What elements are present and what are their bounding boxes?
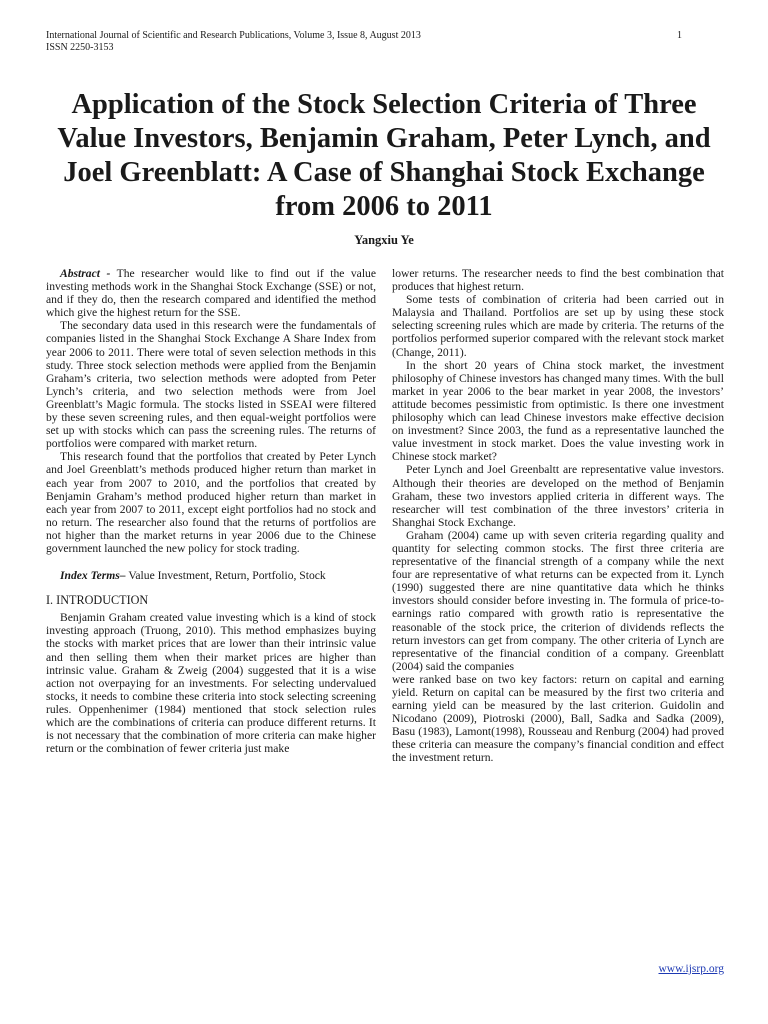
index-terms-label: Index Terms–	[60, 569, 126, 583]
journal-name: International Journal of Scientific and Research Publications, Volume 3, Issue 8, August 2013	[46, 30, 421, 41]
paper-title: Application of the Stock Selection Criteria of Three Value Investors, Benjamin Graham, Peter Lynch, and Joel Greenblatt: A Case of Shanghai Stock Exchange from 2006 to 2011	[57, 89, 711, 222]
abstract-paragraph	[46, 267, 376, 319]
right-column	[392, 267, 724, 765]
author-name: Yangxiu Ye	[354, 233, 414, 247]
abstract-label: Abstract -	[60, 267, 111, 280]
abstract-paragraph-3: This research found that the portfolios that created by Peter Lynch and Joel Greenblatt’s methods produced higher return than market in each year from 2007 to 2010, and the portfolios that created by Benjamin Graham’s method produced higher return than market in each year from 2007 to 2011, except eight portfolios had no stock and no return. The researcher also found that the returns of portfolios are not higher than the market returns in year 2006 due to the Chinese government launched the new policy for stock trading.	[46, 450, 376, 555]
intro-paragraph-2: Some tests of combination of criteria had been carried out in Malaysia and Thailand. Portfolios are set up by using these stock selecting screening rules which are made by criteria. The returns of the portfolios performed superior compared with the relevant stock market (Change, 2011).	[392, 293, 724, 359]
abstract-paragraph-2: The secondary data used in this research were the fundamentals of companies listed in the Shanghai Stock Exchange A Share Index from year 2006 to 2011. There were total of seven selection methods in this study. Three stock selection methods were applied from the Benjamin Graham’s criteria, two selection methods were adopted from Peter Lynch’s criteria, and two selection methods were from Joel Greenblatt’s Magic formula. The stocks listed in SSEAI were filtered by these seven screening rules, and then equal-weight portfolios were set up with stocks which can pass the screening rules. The returns of portfolios were compared with market return.	[46, 319, 376, 451]
intro-paragraph-5: Graham (2004) came up with seven criteria regarding quality and quantity for selecting common stocks. The first three criteria are representative of the financial strength of a company while the next four are representative of what returns can be expected from it. Lynch (1990) suggested there are nine quantitative data which he thinks investors should consider before investing in. The formula of price-to-earnings ratio compared with growth ratio is representative the reasonable of the stock price, the criterion of dividends reflects the return investors can get from company. The other criteria of Lynch are representative of the financial condition of a company. Greenblatt (2004) said the companies	[392, 528, 724, 673]
intro-paragraph-4: Peter Lynch and Joel Greenbaltt are representative value investors. Although their theories are developed on the method of Benjamin Graham, these two investors applied criteria in different ways. The researcher will test combination of the three investors’ criteria in Shanghai Stock Exchange.	[392, 463, 724, 529]
index-terms	[46, 569, 376, 582]
index-terms-text: Value Investment, Return, Portfolio, Stock	[128, 569, 326, 583]
intro-paragraph: Benjamin Graham created value investing which is a kind of stock investing approach (Truong, 2010). This method emphasizes buying the stocks with market prices that are lower than their intrinsic value and then selling them when their market prices are higher than intrinsic value. Graham & Zweig (2004) suggested that it is a wise action not overpaying for an investments. For selecting undervalued stocks, it needs to combine these criteria into stock selecting screening rules. Oppenhenimer (1984) mentioned that stock selection rules which are the combinations of criteria can produce different returns. It is not necessary that the combination of more criteria can make higher return or the combination of fewer criteria just make	[46, 611, 376, 756]
issn: ISSN 2250-3153	[46, 42, 114, 53]
page-number: 1	[677, 30, 682, 41]
intro-paragraph-3: In the short 20 years of China stock market, the investment philosophy of Chinese investors has changed many times. With the bull market in year 2006 to the bear market in year 2008, the investors’ attitude becomes pessimistic from optimistic. Is there one investment philosophy which can lead Chinese investors make effective decision on investment? Since 2003, the fund as a representative launched the value investment in stock market. Does the value investing work in Chinese stock market?	[392, 358, 724, 464]
intro-paragraph-6: were ranked base on two key factors: return on capital and earning yield. Return on capital can be measured by the first two criteria and earning yield can be measured by the last criterion. Guidolin and Nicodano (2009), Piotroski (2000), Ball, Sadka and Sadka (2009), Basu (1983), Lamont(1998), Rousseau and Renburg (2004) had proved these criteria can measure the company’s financial condition and effect the investment return.	[392, 672, 724, 765]
abstract-text: The researcher would like to find out if the value investing methods work in the Shanghai Stock Exchange (SSE) or not, and if they do, then the research compared and identified the method which give the highest return for the SSE.	[46, 267, 376, 320]
left-column	[46, 267, 376, 755]
journal-website-link[interactable]: www.ijsrp.org	[658, 963, 724, 975]
running-header	[46, 30, 421, 54]
section-heading-introduction: I. INTRODUCTION	[46, 593, 149, 608]
intro-continuation: lower returns. The researcher needs to find the best combination that produces that highest return.	[392, 267, 724, 294]
